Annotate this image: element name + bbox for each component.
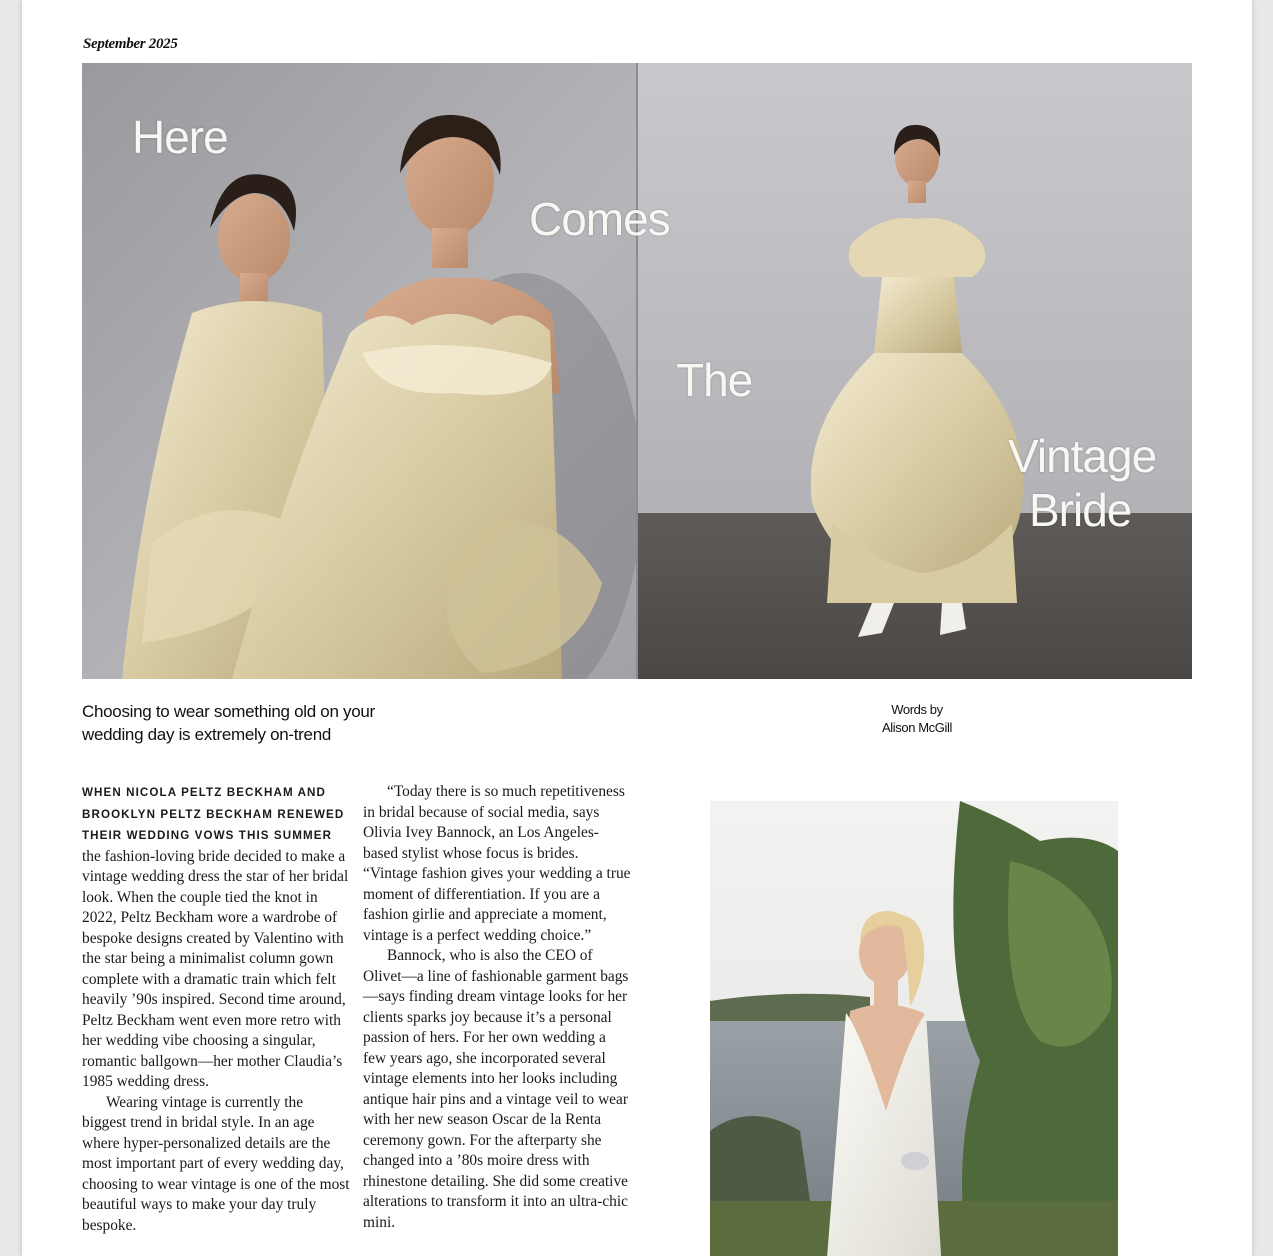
headline-word-bride: Bride xyxy=(1029,484,1132,536)
article-column-2 xyxy=(363,782,631,1233)
magazine-page xyxy=(22,0,1252,1256)
article-paragraph-2: Wearing vintage is currently the biggest trend in bridal style. In an age where hyper-personalized details are the most important part of every wedding day, choosing to wear vintage is one of the most beautiful ways to make your day truly bespoke. xyxy=(82,1093,350,1234)
article-paragraph-1 xyxy=(82,782,350,1093)
headline-word-the: The xyxy=(676,354,753,406)
byline xyxy=(852,701,982,737)
article-dek: Choosing to wear something old on your wedding day is extremely on-trend xyxy=(82,702,375,744)
byline-label: Words by xyxy=(891,702,943,717)
bride-lakeside-photo xyxy=(710,801,1118,1256)
headline-word-comes: Comes xyxy=(529,193,670,245)
byline-author: Alison McGill xyxy=(882,720,952,735)
article-lead-in: WHEN NICOLA PELTZ BECKHAM AND BROOKLYN PELTZ BECKHAM RENEWED THEIR WEDDING VOWS THIS SUMMER xyxy=(82,786,345,842)
headline-word-vintage: Vintage xyxy=(1008,430,1157,482)
article-column-1 xyxy=(82,782,350,1236)
article-paragraph-4: Bannock, who is also the CEO of Olivet—a line of fashionable garment bags—says finding dream vintage looks for her clients sparks joy because it’s a personal passion of hers. For her own wedding a few years ago, she incorporated several vintage elements into her looks including antique hair pins and a vintage veil to wear with her new season Oscar de la Renta ceremony gown. For the afterparty she changed into a ’80s moire dress with rhinestone detailing. She did some creative alterations to transform it into an ultra-chic mini. xyxy=(363,947,629,1231)
hero-photo-illustration xyxy=(82,63,1192,679)
issue-date: September 2025 xyxy=(83,36,178,52)
hero-photo-spread xyxy=(82,63,1192,679)
headline-word-here: Here xyxy=(132,111,228,163)
article-paragraph-1-text: the fashion-loving bride decided to make a vintage wedding dress the star of her bridal look. When the couple tied the knot in 2022, Peltz Beckham wore a wardrobe of bespoke designs created by Valentino with the star being a minimalist column gown complete with a dramatic train which felt heavily ’90s inspired. Second time around, Peltz Beckham went even more retro with her wedding vibe choosing a singular, romantic ballgown—her mother Claudia’s 1985 wedding dress. xyxy=(82,847,349,1090)
article-paragraph-3: “Today there is so much repetitiveness in bridal because of social media, says Olivia Ivey Bannock, an Los Angeles-based stylist whose focus is brides. “Vintage fashion gives your wedding a true moment of differentiation. If you are a fashion girlie and appreciate a moment, vintage is a perfect wedding choice.” xyxy=(363,783,631,944)
bride-lakeside-illustration xyxy=(710,801,1118,1256)
